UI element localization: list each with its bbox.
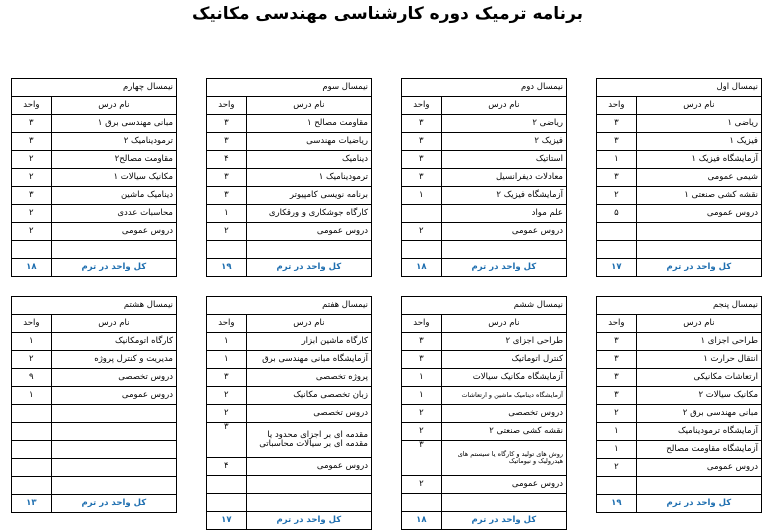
- total-units: ۱۸: [402, 512, 442, 530]
- empty-row: [402, 494, 567, 512]
- course-name-header: نام درس: [441, 315, 566, 333]
- empty-cell: [636, 477, 761, 495]
- total-label: کل واحد در ترم: [441, 512, 566, 530]
- unit-header: واحد: [597, 315, 637, 333]
- course-row: [207, 223, 372, 241]
- unit-header: واحد: [12, 315, 52, 333]
- empty-cell: [12, 423, 52, 441]
- semester-title: نیمسال چهارم: [12, 79, 177, 97]
- total-row: [207, 259, 372, 277]
- course-row: [597, 115, 762, 133]
- empty-cell: [246, 494, 371, 512]
- course-name: روش های تولید و کارگاه یا سیستم های هیدرولیک و نیوماتیک: [441, 441, 566, 476]
- course-name: آزمایشگاه فیزیک ۲: [441, 187, 566, 205]
- course-name: آزمایشگاه ترمودینامیک: [636, 423, 761, 441]
- semester-title: نیمسال هشتم: [12, 297, 177, 315]
- course-unit: ۲: [207, 405, 247, 423]
- course-name: شیمی عمومی: [636, 169, 761, 187]
- course-row: [597, 133, 762, 151]
- course-row: [207, 187, 372, 205]
- course-name-header: نام درس: [441, 97, 566, 115]
- empty-cell: [51, 241, 176, 259]
- course-name: دینامیک: [246, 151, 371, 169]
- empty-cell: [51, 405, 176, 423]
- empty-cell: [12, 241, 52, 259]
- total-label: کل واحد در ترم: [51, 259, 176, 277]
- course-row: [402, 205, 567, 223]
- course-name: نقشه کشی صنعتی ۱: [636, 187, 761, 205]
- empty-row: [12, 405, 177, 423]
- course-unit: ۲: [12, 205, 52, 223]
- empty-row: [207, 241, 372, 259]
- course-row: [402, 115, 567, 133]
- course-name-header: نام درس: [636, 315, 761, 333]
- course-unit: ۲: [402, 223, 442, 241]
- course-row: [597, 459, 762, 477]
- empty-cell: [12, 441, 52, 459]
- course-unit: ۴: [207, 151, 247, 169]
- empty-cell: [207, 241, 247, 259]
- course-name: ریاضیات مهندسی: [246, 133, 371, 151]
- course-unit: ۲: [12, 351, 52, 369]
- course-name: ریاضی ۲: [441, 115, 566, 133]
- course-name: آزمایشگاه مکانیک سیالات: [441, 369, 566, 387]
- column-header-row: [597, 97, 762, 115]
- course-name: ارتعاشات مکانیکی: [636, 369, 761, 387]
- course-name: محاسبات عددی: [51, 205, 176, 223]
- course-unit: ۳: [12, 133, 52, 151]
- course-unit: ۲: [12, 169, 52, 187]
- total-row: [207, 512, 372, 530]
- course-row: [207, 351, 372, 369]
- course-unit: ۳: [207, 369, 247, 387]
- course-name: برنامه نویسی کامپیوتر: [246, 187, 371, 205]
- course-name: استاتیک: [441, 151, 566, 169]
- semester-title-row: [402, 297, 567, 315]
- empty-cell: [207, 476, 247, 494]
- course-name: مکانیک سیالات ۲: [636, 387, 761, 405]
- course-name: آزمایشگاه مقاومت مصالح: [636, 441, 761, 459]
- total-units: ۱۷: [207, 512, 247, 530]
- course-row: [402, 333, 567, 351]
- unit-header: واحد: [402, 315, 442, 333]
- course-unit: ۳: [207, 169, 247, 187]
- total-units: ۱۹: [597, 495, 637, 513]
- course-name: کارگاه ماشین ابزار: [246, 333, 371, 351]
- empty-cell: [51, 423, 176, 441]
- course-name: دروس تخصصی: [441, 405, 566, 423]
- total-label: کل واحد در ترم: [51, 495, 176, 513]
- course-row: [12, 205, 177, 223]
- total-row: [597, 259, 762, 277]
- course-name-header: نام درس: [246, 97, 371, 115]
- course-name: دروس تخصصی: [51, 369, 176, 387]
- empty-cell: [636, 223, 761, 241]
- course-name: انتقال حرارت ۱: [636, 351, 761, 369]
- semester-title-row: [597, 79, 762, 97]
- course-row: [12, 187, 177, 205]
- page-title: برنامه ترمیک دوره کارشناسی مهندسی مکانیک: [191, 4, 584, 24]
- column-header-row: [12, 315, 177, 333]
- empty-cell: [441, 494, 566, 512]
- empty-row: [12, 459, 177, 477]
- empty-row: [12, 423, 177, 441]
- semester-title-row: [597, 297, 762, 315]
- course-row: [12, 351, 177, 369]
- total-units: ۱۷: [597, 259, 637, 277]
- course-name: دروس عمومی: [441, 476, 566, 494]
- course-row: [402, 441, 567, 476]
- semester-title: نیمسال سوم: [207, 79, 372, 97]
- course-row: [402, 387, 567, 405]
- total-row: [12, 495, 177, 513]
- course-row: [402, 423, 567, 441]
- course-name-header: نام درس: [51, 97, 176, 115]
- course-unit: ۳: [597, 169, 637, 187]
- course-unit: ۱: [402, 387, 442, 405]
- course-unit: ۱: [597, 151, 637, 169]
- semester-title-row: [12, 79, 177, 97]
- course-row: [12, 223, 177, 241]
- course-unit: ۵: [597, 205, 637, 223]
- total-row: [12, 259, 177, 277]
- course-row: [597, 333, 762, 351]
- course-name: معادلات دیفرانسیل: [441, 169, 566, 187]
- course-name: دینامیک ماشین: [51, 187, 176, 205]
- column-header-row: [207, 315, 372, 333]
- course-unit: ۲: [597, 187, 637, 205]
- column-header-row: [12, 97, 177, 115]
- empty-row: [402, 241, 567, 259]
- unit-header: واحد: [12, 97, 52, 115]
- empty-row: [12, 477, 177, 495]
- course-row: [12, 133, 177, 151]
- total-units: ۱۳: [12, 495, 52, 513]
- unit-header: واحد: [402, 97, 442, 115]
- empty-cell: [246, 476, 371, 494]
- empty-cell: [402, 494, 442, 512]
- course-row: [207, 333, 372, 351]
- unit-header: واحد: [207, 315, 247, 333]
- course-row: [597, 387, 762, 405]
- course-name: دروس عمومی: [636, 459, 761, 477]
- semester-title: نیمسال اول: [597, 79, 762, 97]
- course-unit: ۱: [207, 333, 247, 351]
- empty-row: [597, 241, 762, 259]
- course-unit: ۱: [597, 423, 637, 441]
- semester-table: [11, 78, 177, 277]
- course-row: [402, 405, 567, 423]
- course-row: [402, 169, 567, 187]
- empty-cell: [597, 241, 637, 259]
- course-name: پروژه تخصصی: [246, 369, 371, 387]
- empty-cell: [597, 223, 637, 241]
- empty-cell: [51, 459, 176, 477]
- course-row: [207, 151, 372, 169]
- total-units: ۱۹: [207, 259, 247, 277]
- course-unit: ۳: [597, 369, 637, 387]
- course-name: آزمایشگاه مبانی مهندسی برق: [246, 351, 371, 369]
- course-unit: ۱: [597, 441, 637, 459]
- course-unit: ۱: [207, 351, 247, 369]
- total-row: [597, 495, 762, 513]
- semester-table: [206, 78, 372, 277]
- course-name: ترمودینامیک ۲: [51, 133, 176, 151]
- empty-cell: [12, 459, 52, 477]
- empty-row: [12, 241, 177, 259]
- course-row: [207, 387, 372, 405]
- course-unit: ۳: [207, 115, 247, 133]
- semester-table: [596, 78, 762, 277]
- course-unit: ۳: [402, 441, 442, 476]
- empty-cell: [441, 241, 566, 259]
- course-unit: ۳: [402, 115, 442, 133]
- empty-cell: [402, 241, 442, 259]
- course-name-header: نام درس: [636, 97, 761, 115]
- unit-header: واحد: [207, 97, 247, 115]
- course-name: زبان تخصصی مکانیک: [246, 387, 371, 405]
- course-unit: ۳: [597, 351, 637, 369]
- course-row: [597, 169, 762, 187]
- course-row: [12, 387, 177, 405]
- column-header-row: [597, 315, 762, 333]
- course-name: طراحی اجزای ۱: [636, 333, 761, 351]
- course-unit: ۲: [12, 223, 52, 241]
- course-row: [402, 187, 567, 205]
- semester-title: نیمسال ششم: [402, 297, 567, 315]
- semester-table: [206, 296, 372, 530]
- course-name: آزمایشگاه دینامیک ماشین و ارتعاشات: [441, 387, 566, 405]
- course-name: علم مواد: [441, 205, 566, 223]
- course-row: [597, 187, 762, 205]
- course-unit: ۳: [207, 187, 247, 205]
- total-label: کل واحد در ترم: [636, 495, 761, 513]
- empty-row: [207, 494, 372, 512]
- course-unit: ۳: [402, 151, 442, 169]
- course-unit: ۳: [402, 169, 442, 187]
- total-row: [402, 259, 567, 277]
- course-name: آزمایشگاه فیزیک ۱: [636, 151, 761, 169]
- course-row: [402, 223, 567, 241]
- column-header-row: [402, 315, 567, 333]
- empty-row: [597, 477, 762, 495]
- total-units: ۱۸: [402, 259, 442, 277]
- course-unit: ۲: [207, 387, 247, 405]
- course-row: [12, 369, 177, 387]
- course-row: [207, 458, 372, 476]
- course-row: [402, 151, 567, 169]
- course-unit: ۲: [207, 223, 247, 241]
- course-unit: ۱: [402, 369, 442, 387]
- semester-table: [11, 296, 177, 513]
- course-row: [12, 333, 177, 351]
- course-name: مبانی مهندسی برق ۱: [51, 115, 176, 133]
- semester-title-row: [207, 79, 372, 97]
- course-name: کارگاه اتومکانیک: [51, 333, 176, 351]
- semester-title-row: [12, 297, 177, 315]
- column-header-row: [207, 97, 372, 115]
- total-label: کل واحد در ترم: [246, 512, 371, 530]
- course-name: مکانیک سیالات ۱: [51, 169, 176, 187]
- course-unit: ۳: [402, 333, 442, 351]
- course-row: [207, 405, 372, 423]
- course-row: [12, 151, 177, 169]
- total-units: ۱۸: [12, 259, 52, 277]
- course-unit: ۳: [597, 333, 637, 351]
- course-name: کنترل اتوماتیک: [441, 351, 566, 369]
- course-unit: ۳: [12, 187, 52, 205]
- course-name: طراحی اجزای ۲: [441, 333, 566, 351]
- course-unit: ۳: [207, 133, 247, 151]
- course-name: دروس عمومی: [636, 205, 761, 223]
- semester-table: [596, 296, 762, 513]
- course-unit: ۱: [402, 187, 442, 205]
- course-unit: ۲: [402, 476, 442, 494]
- course-row: [597, 405, 762, 423]
- semester-title: نیمسال پنجم: [597, 297, 762, 315]
- semester-title-row: [402, 79, 567, 97]
- course-row: [597, 441, 762, 459]
- semester-table: [401, 296, 567, 530]
- course-row: [597, 205, 762, 223]
- course-unit: ۱: [12, 333, 52, 351]
- course-unit: ۹: [12, 369, 52, 387]
- course-name-header: نام درس: [246, 315, 371, 333]
- course-unit: ۳: [597, 387, 637, 405]
- course-name: دروس عمومی: [51, 387, 176, 405]
- course-row: [402, 133, 567, 151]
- course-row: [597, 423, 762, 441]
- empty-cell: [12, 405, 52, 423]
- course-row: [207, 423, 372, 458]
- course-unit: ۳: [402, 133, 442, 151]
- course-name: دروس عمومی: [246, 458, 371, 476]
- course-row: [597, 151, 762, 169]
- course-row: [402, 476, 567, 494]
- total-label: کل واحد در ترم: [246, 259, 371, 277]
- empty-row: [12, 441, 177, 459]
- course-unit: ۱: [207, 205, 247, 223]
- course-name: کارگاه جوشکاری و ورقکاری: [246, 205, 371, 223]
- course-row: [207, 369, 372, 387]
- empty-cell: [12, 477, 52, 495]
- course-name: نقشه کشی صنعتی ۲: [441, 423, 566, 441]
- course-name: دروس تخصصی: [246, 405, 371, 423]
- semester-title: نیمسال هفتم: [207, 297, 372, 315]
- course-name: مقاومت مصالح۲: [51, 151, 176, 169]
- semester-title: نیمسال دوم: [402, 79, 567, 97]
- course-row: [597, 369, 762, 387]
- course-name: فیزیک ۲: [441, 133, 566, 151]
- empty-cell: [51, 441, 176, 459]
- course-unit: ۲: [597, 459, 637, 477]
- course-unit: ۳: [207, 423, 247, 458]
- course-row: [402, 351, 567, 369]
- course-unit: ۳: [597, 115, 637, 133]
- total-row: [402, 512, 567, 530]
- semester-title-row: [207, 297, 372, 315]
- empty-row: [207, 476, 372, 494]
- course-name: مقاومت مصالح ۱: [246, 115, 371, 133]
- course-unit: ۲: [597, 405, 637, 423]
- course-name: ترمودینامیک ۱: [246, 169, 371, 187]
- empty-cell: [636, 241, 761, 259]
- course-unit: [402, 205, 442, 223]
- course-row: [402, 369, 567, 387]
- course-unit: ۳: [402, 351, 442, 369]
- unit-header: واحد: [597, 97, 637, 115]
- semester-table: [401, 78, 567, 277]
- course-row: [12, 115, 177, 133]
- course-name-header: نام درس: [51, 315, 176, 333]
- course-unit: ۴: [207, 458, 247, 476]
- column-header-row: [402, 97, 567, 115]
- course-unit: ۳: [597, 133, 637, 151]
- course-name: مدیریت و کنترل پروژه: [51, 351, 176, 369]
- course-name: ریاضی ۱: [636, 115, 761, 133]
- empty-cell: [246, 241, 371, 259]
- course-row: [207, 169, 372, 187]
- course-unit: ۲: [12, 151, 52, 169]
- course-row: [597, 351, 762, 369]
- total-label: کل واحد در ترم: [441, 259, 566, 277]
- course-row: [12, 169, 177, 187]
- course-unit: ۲: [402, 405, 442, 423]
- empty-cell: [207, 494, 247, 512]
- empty-row: [597, 223, 762, 241]
- course-name: دروس عمومی: [441, 223, 566, 241]
- course-name: دروس عمومی: [246, 223, 371, 241]
- total-label: کل واحد در ترم: [636, 259, 761, 277]
- course-unit: ۳: [12, 115, 52, 133]
- course-row: [207, 115, 372, 133]
- course-name: فیزیک ۱: [636, 133, 761, 151]
- course-unit: ۲: [402, 423, 442, 441]
- course-row: [207, 133, 372, 151]
- empty-cell: [51, 477, 176, 495]
- course-row: [207, 205, 372, 223]
- course-name: دروس عمومی: [51, 223, 176, 241]
- course-name: مبانی مهندسی برق ۲: [636, 405, 761, 423]
- empty-cell: [597, 477, 637, 495]
- course-unit: ۱: [12, 387, 52, 405]
- course-name: مقدمه ای بر اجزای محدود یا مقدمه ای بر سیالات محاسباتی: [246, 423, 371, 458]
